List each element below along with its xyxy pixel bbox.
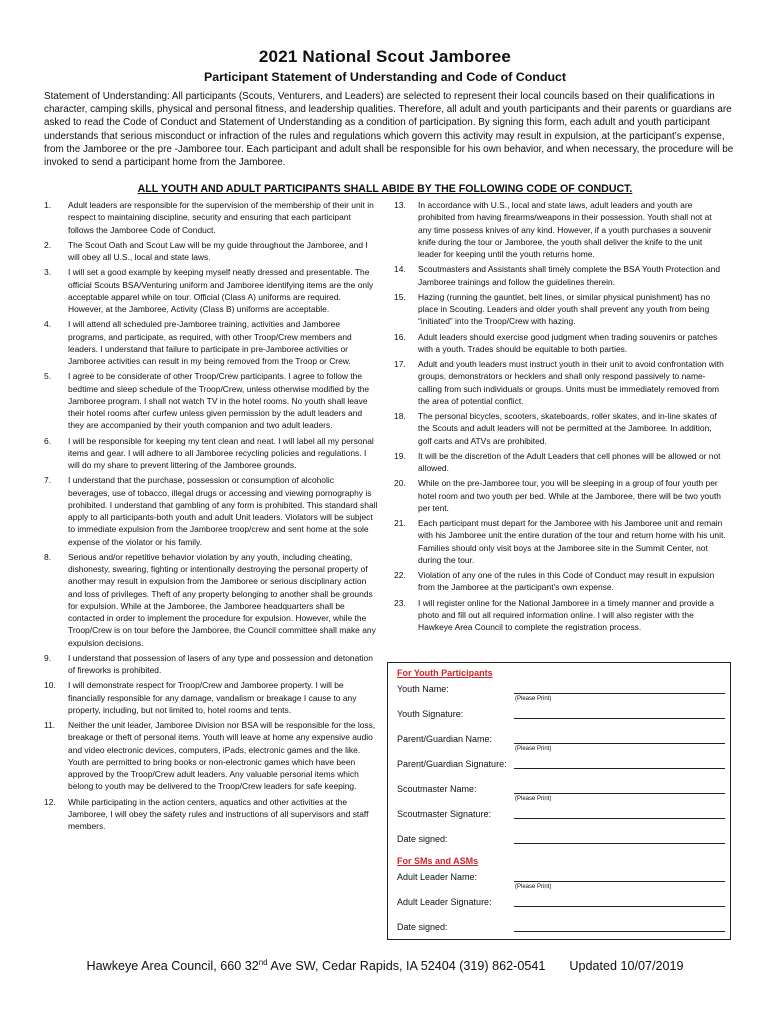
rule-number: 13. [394, 200, 406, 210]
rule-number: 21. [394, 518, 406, 528]
rules-right-column [394, 199, 727, 636]
rule-number: 14. [394, 264, 406, 275]
please-print-note: (Please Print) [515, 696, 552, 702]
rule-number: 10. [44, 680, 56, 691]
date-signed-line[interactable] [514, 931, 725, 932]
adult-leader-signature-label: Adult Leader Signature: [397, 897, 492, 907]
rule-text: The Scout Oath and Scout Law will be my guide throughout the Jamboree, and I will obey all U.S., local and state laws. [68, 239, 368, 262]
rule-item [394, 450, 727, 475]
rule-text: I will demonstrate respect for Troop/Crew and Jamboree property. I will be financially responsible for any damage, vandalism or breakage I cause to any property, including, but not limited to, hotel rooms and tents. [68, 680, 357, 715]
rule-number: 15. [394, 291, 406, 302]
rule-number: 11. [44, 720, 56, 730]
rule-text: Adult leaders are responsible for the supervision of the membership of their unit in respect to maintaining discipline, security and ensuring that each participant follows the Jamboree Code of Conduct. [68, 200, 374, 235]
youth-signature-label: Youth Signature: [397, 709, 464, 719]
rule-text: I understand that the purchase, possession or consumption of alcoholic beverages, use of tobacco, illegal drugs or accessing and viewing pornography is prohibited. I understand that gambling of any form is prohibited. This standard shall apply to all participants-both youth and adult Unit leaders. Violators will be subject to immediate expulsion from the Jamboree troop/crew and sent home at the sole expense of the violator or his family. [68, 475, 378, 547]
rule-number: 19. [394, 450, 406, 461]
rule-text: Each participant must depart for the Jamboree with his Jamboree unit and remain with his Jamboree unit the entire duration of the tour and return home with his unit. Families should only visit boys at the Jamboree site in the Summit Center, not during the tour. [418, 518, 726, 565]
rule-text: Scoutmasters and Assistants shall timely complete the BSA Youth Protection and Jamboree trainings and follow the guidelines therein. [418, 264, 721, 287]
rule-number: 7. [44, 475, 52, 486]
rule-item [394, 410, 727, 447]
rule-text: I will be responsible for keeping my tent clean and neat. I will label all my personal items and gear. I will adhere to all Jamboree recycling policies and regulations. I will do my share to prevent littering of the Jamboree grounds. [68, 435, 374, 470]
rule-text: I understand that possession of lasers of any type and possession and detonation of fireworks is prohibited. [68, 652, 373, 675]
please-print-note: (Please Print) [515, 884, 552, 890]
youth-participants-heading: For Youth Participants [397, 668, 493, 678]
adult-leader-name-label: Adult Leader Name: [397, 872, 478, 882]
rule-item [394, 569, 727, 594]
rule-number: 1. [44, 200, 52, 210]
rule-item [44, 435, 378, 472]
adult-leader-signature-line[interactable] [514, 906, 725, 907]
rule-text: Adult leaders should exercise good judgment when trading souvenirs or patches with a youth. Trades should be equitable to both parties. [418, 331, 718, 354]
rule-text: Hazing (running the gauntlet, belt lines, or similar physical punishment) has no place in Scouting. Leaders and older youth shall prevent any youth from being “initiated” into the Troop/Crew with hazing. [418, 291, 711, 327]
youth-signature-line[interactable] [514, 718, 725, 719]
rule-item [44, 719, 378, 793]
rule-text: Adult and youth leaders must instruct youth in their unit to avoid confrontation with groups, demonstrators or hecklers and shall only respond passively to name-calling from such individuals or groups. Units must be immediately removed from the area of potential conflict. [418, 359, 724, 406]
scoutmaster-signature-line[interactable] [514, 818, 725, 819]
rule-item [44, 266, 378, 315]
rules-left-column [44, 199, 378, 835]
rule-item [394, 517, 727, 566]
scoutmaster-name-label: Scoutmaster Name: [397, 784, 477, 794]
rule-number: 18. [394, 411, 406, 421]
rule-number: 17. [394, 359, 406, 369]
rule-text: Violation of any one of the rules in this Code of Conduct may result in expulsion from the Jamboree at the participant’s own expense. [418, 570, 715, 593]
rule-item [394, 331, 727, 356]
rule-number: 20. [394, 478, 406, 489]
rule-item [44, 551, 378, 649]
rule-item [44, 199, 378, 236]
rule-text: Serious and/or repetitive behavior violation by any youth, including cheating, dishonesty, swearing, fighting or intentionally destroying the personal property of another may result in expulsion from the Jamboree or serious disciplinary action and loss of privileges. Theft of any property belonging to another shall be grounds for expulsion. While at the Jamboree, the Jamboree headquarters shall be contacted in order to implement the procedure for expulsion. However, while the Troop/Crew is on tour before the Jamboree, the Council committee shall make any expulsion decisions. [68, 551, 376, 648]
youth-name-label: Youth Name: [397, 684, 449, 694]
rule-item [44, 652, 378, 677]
scoutmaster-signature-label: Scoutmaster Signature: [397, 809, 492, 819]
rule-text: I will attend all scheduled pre-Jamboree training, activities and Jamboree programs, and participate, as required, with other Troop/Crew members and leaders. I understand that failure to participate in pre-Jamboree activities or Jamboree activities can result in my being removed from the Troop or Crew. [68, 319, 352, 366]
rule-text: It will be the discretion of the Adult Leaders that cell phones will be allowed or not allowed. [418, 450, 721, 473]
rule-number: 22. [394, 570, 406, 580]
please-print-note: (Please Print) [515, 796, 552, 802]
rule-text: The personal bicycles, scooters, skateboards, roller skates, and in-line skates of the Scouts and adult leaders will not be permitted at the Jamboree. In addition, golf carts and ATVs are prohibited. [418, 411, 717, 446]
adult-leader-name-line[interactable] [514, 881, 725, 882]
rule-text: In accordance with U.S., local and state laws, adult leaders and youth are prohibited from having firearms/weapons in their possession. Youth shall not at any time possess knives of any kind. However, if a youth purchases a souvenir knife during the tour or Jamboree, the youth shall deliver the knife to the unit leader for keeping until the youth returns home. [418, 200, 712, 259]
date-signed-line[interactable] [514, 843, 725, 844]
rule-item [44, 239, 378, 264]
rule-item [394, 263, 727, 288]
rule-number: 12. [44, 796, 56, 807]
rule-item [44, 796, 378, 833]
rule-number: 5. [44, 371, 52, 382]
rule-number: 3. [44, 267, 52, 278]
code-of-conduct-heading: ALL YOUTH AND ADULT PARTICIPANTS SHALL ABIDE BY THE FOLLOWING CODE OF CONDUCT. [137, 183, 633, 195]
rule-item [44, 318, 378, 367]
rule-text: While participating in the action centers, aquatics and other activities at the Jamboree, I will obey the safety rules and instructions of all supervisors and staff members. [68, 796, 369, 831]
rule-text: While on the pre-Jamboree tour, you will be sleeping in a group of four youth per hotel room and two youth per bed. While at the Jamboree, there will be two youth per tent. [418, 478, 721, 513]
please-print-note: (Please Print) [515, 746, 552, 752]
document-title: 2021 National Scout Jamboree [258, 47, 512, 66]
rule-item [394, 199, 727, 260]
rule-number: 4. [44, 319, 52, 330]
rule-text: I will register online for the National Jamboree in a timely manner and provide a photo and fill out all required information online. I will also register with the Hawkeye Area Council to complete the registration process. [418, 597, 714, 632]
rule-number: 6. [44, 435, 52, 446]
rule-item [394, 477, 727, 514]
date-signed-label: Date signed: [397, 922, 448, 932]
rule-item [394, 597, 727, 634]
footer-address: Hawkeye Area Council, 660 32nd Ave SW, Cedar Rapids, IA 52404 (319) 862-0541 [86, 958, 546, 974]
rule-item [394, 358, 727, 407]
rule-item [44, 474, 378, 548]
footer-updated-date: Updated 10/07/2019 [569, 959, 684, 974]
rule-number: 8. [44, 551, 52, 562]
rule-text: Neither the unit leader, Jamboree Division nor BSA will be responsible for the loss, breakage or theft of personal items. Youth will leave at home any expensive audio and video electronic devices, computers, iPads, electronic games and the like. Youth are permitted to bring books or non-electronic games which have been approved by the Troop/Crew adult leaders. Any valuable personal items which belong to youth may be delivered to the Troop/Crew leaders for safe keeping. [68, 720, 376, 792]
rule-item [44, 370, 378, 431]
statement-of-understanding: Statement of Understanding: All participants (Scouts, Venturers, and Leaders) are selected to represent their local councils based on their qualifications in character, camping skills, physical and personal fitness, and leadership qualities. Therefore, all adult and youth participants and their parents or guardians are asked to read the Code of Conduct and Statement of Understanding as a condition of participation. By signing this form, each adult and youth participant understands that serious misconduct or infraction of the rules and regulations which govern this activity may result in expulsion, at the participant’s expense, from the Jamboree or the pre -Jamboree tour. Each participant and adult shall be responsible for his own behavior, and when necessary, the procedure will be invoked to send a participant home from the Jamboree. [44, 91, 734, 169]
date-signed-label: Date signed: [397, 834, 448, 844]
rule-item [394, 291, 727, 328]
footer [0, 958, 770, 973]
parent-name-label: Parent/Guardian Name: [397, 734, 493, 744]
sm-asm-heading: For SMs and ASMs [397, 856, 479, 866]
parent-name-line[interactable] [514, 743, 725, 744]
rule-number: 23. [394, 597, 406, 608]
scoutmaster-name-line[interactable] [514, 793, 725, 794]
rule-text: I will set a good example by keeping myself neatly dressed and presentable. The official Scouts BSA/Venturing uniform and Jamboree identifying items are the only acceptable apparel while on tour. Official (Class A) uniforms are required. However, at the Jamboree, Activity (Class B) uniforms are acceptable. [68, 267, 374, 314]
document-subtitle: Participant Statement of Understanding and Code of Conduct [203, 70, 567, 84]
rule-text: I agree to be considerate of other Troop/Crew participants. I agree to follow the bedtime and sleep schedule of the Troop/Crew, unless otherwise modified by the Jamboree program. I shall not watch TV in the hotel rooms. No youth shall leave their hotel rooms after curfew unless given permission by the adult leaders and they are accompanied by their youth companion and two adult leaders. [68, 371, 370, 431]
parent-signature-label: Parent/Guardian Signature: [397, 759, 507, 769]
rule-number: 9. [44, 652, 52, 663]
youth-name-line[interactable] [514, 693, 725, 694]
parent-signature-line[interactable] [514, 768, 725, 769]
rule-item [44, 679, 378, 716]
rule-number: 16. [394, 331, 406, 342]
rule-number: 2. [44, 239, 52, 250]
signature-box [387, 662, 731, 940]
